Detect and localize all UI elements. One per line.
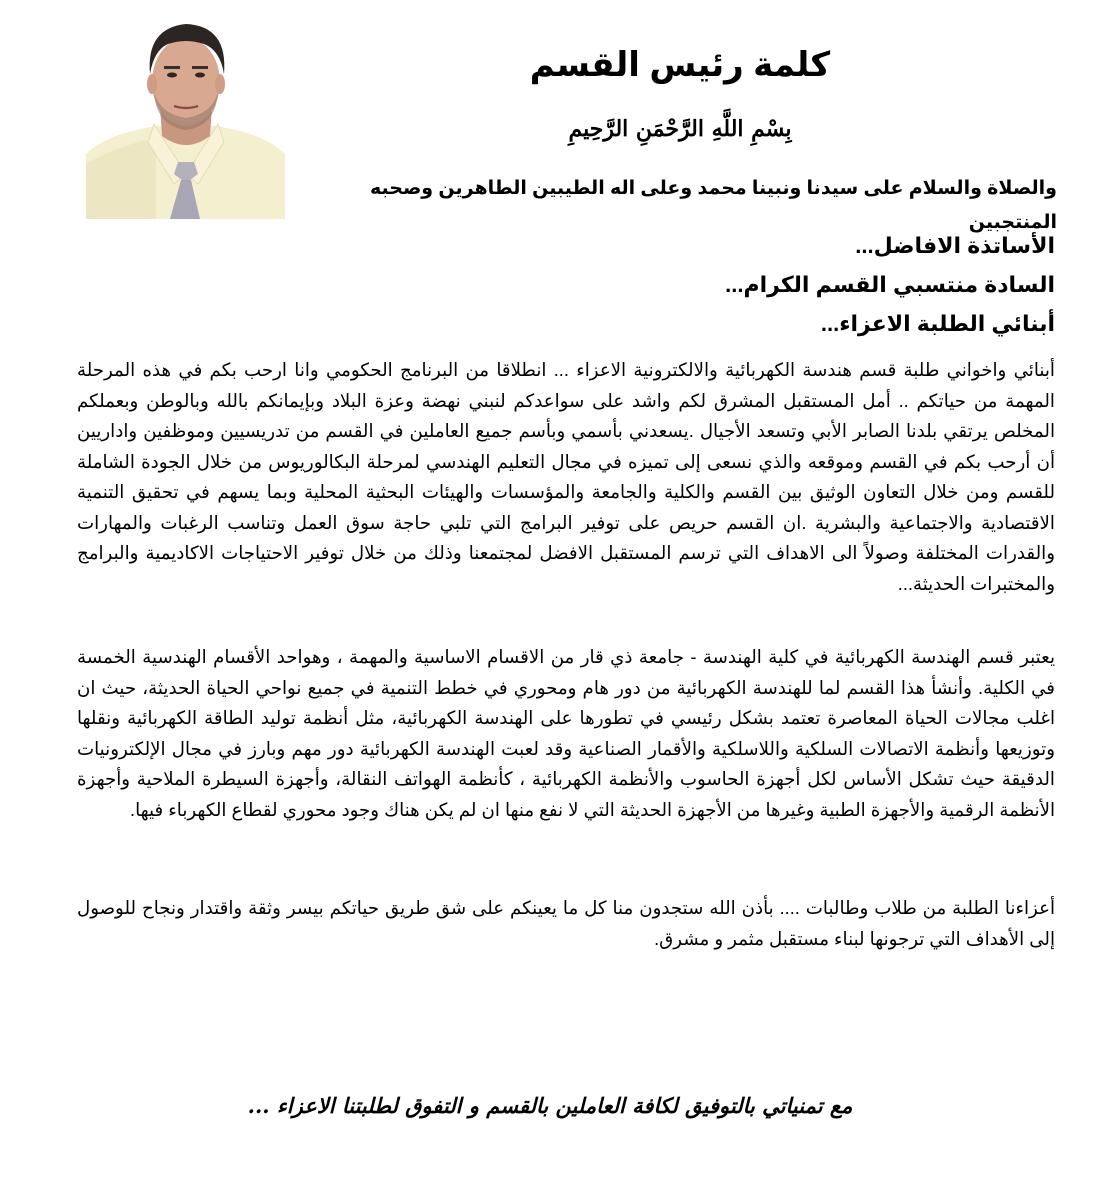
greeting-staff: السادة منتسبي القسم الكرام... (725, 272, 1055, 297)
department-head-photo (86, 14, 285, 219)
portrait-icon (86, 14, 285, 219)
page-title: كلمة رئيس القسم (529, 46, 831, 84)
greeting-professors: الأساتذة الافاضل... (855, 233, 1055, 258)
greetings-block (560, 226, 1055, 343)
closing-wishes: مع تمنياتي بالتوفيق لكافة العاملين بالقسم و التفوق لطلبتنا الاعزاء ... (247, 1093, 853, 1118)
salutation-line: والصلاة والسلام على سيدنا ونبينا محمد وعلى اله الطيبين الطاهرين وصحبه المنتجبين (369, 178, 1057, 233)
paragraph-welcome: أبنائي واخواني طلبة قسم هندسة الكهربائية والالكترونية الاعزاء ... انطلاقا من البرنامج الحكومي وانا ارحب بكم في هذه المرحلة المهمة من حياتكم .. أمل المستقبل المشرق لكم واشد على سواعدكم لنبني نهضة وعزة البلاد وبإيمانكم بالله وبالوطن وبعملكم المخلص يرتقي بلدنا الصابر الأبي وتسعد الأجيال .يسعدني بأسمي وبأسم جميع العاملين في القسم من تدريسيين وموظفين واداريين أن أرحب بكم في القسم وموقعه والذي نسعى إلى تميزه في مجال التعليم الهندسي لمرحلة البكالوريوس من خلال الجودة الشاملة للقسم ومن خلال التعاون الوثيق بين القسم والكلية والجامعة والمؤسسات والهيئات البحثية المحلية وبما يسهم في تحقيق التنمية الاقتصادية والاجتماعية والبشرية .ان القسم حريص على توفير البرامج التي تلبي حاجة سوق العمل وتناسب الرغبات والمهارات والقدرات المختلفة وصولاً الى الاهداف التي ترسم المستقبل الافضل لمجتمعنا وذلك من خلال توفير الاحتياجات الاكاديمية والبرامج والمختبرات الحديثة... (77, 360, 1055, 594)
paragraph-department-overview: يعتبر قسم الهندسة الكهربائية في كلية الهندسة - جامعة ذي قار من الاقسام الاساسية والمهمة ، وهواحد الأقسام الهندسية الخمسة في الكلية. وأنشأ هذا القسم لما للهندسة الكهربائية من دور هام ومحوري في خطط التنمية في جميع نواحي الحياة الحديثة، حيث ان اغلب مجالات الحياة المعاصرة تعتمد بشكل رئيسي في تطورها على الهندسة الكهربائية، مثل أنظمة توليد الطاقة الكهربائية ونقلها وتوزيعها وأنظمة الاتصالات السلكية واللاسلكية والأقمار الصناعية وقد لعبت الهندسة الكهربائية دور مهم وبارز في مجال الإلكترونيات الدقيقة حيث تشكل الأساس لكل أجهزة الحاسوب والأنظمة الكهربائية ، كأنظمة الهواتف النقالة، وأجهزة السيطرة الملاحية وأجهزة الأنظمة الرقمية والأجهزة الطبية وغيرها من الأجهزة الحديثة التي لا نفع منها ان لم يكن هناك وجود محوري لقطاع الكهرباء فيها. (77, 647, 1055, 820)
basmala: بِسْمِ اللَّهِ الرَّحْمَنِ الرَّحِيمِ (568, 116, 792, 142)
paragraph-students-message: أعزاءنا الطلبة من طلاب وطالبات .... بأذن الله ستجدون منا كل ما يعينكم على شق طريق حياتكم بيسر وثقة واقتدار ونجاح للوصول إلى الأهداف التي ترجونها لبناء مستقبل مثمر و مشرق. (77, 898, 1055, 949)
greeting-students: أبنائي الطلبة الاعزاء... (820, 311, 1055, 336)
